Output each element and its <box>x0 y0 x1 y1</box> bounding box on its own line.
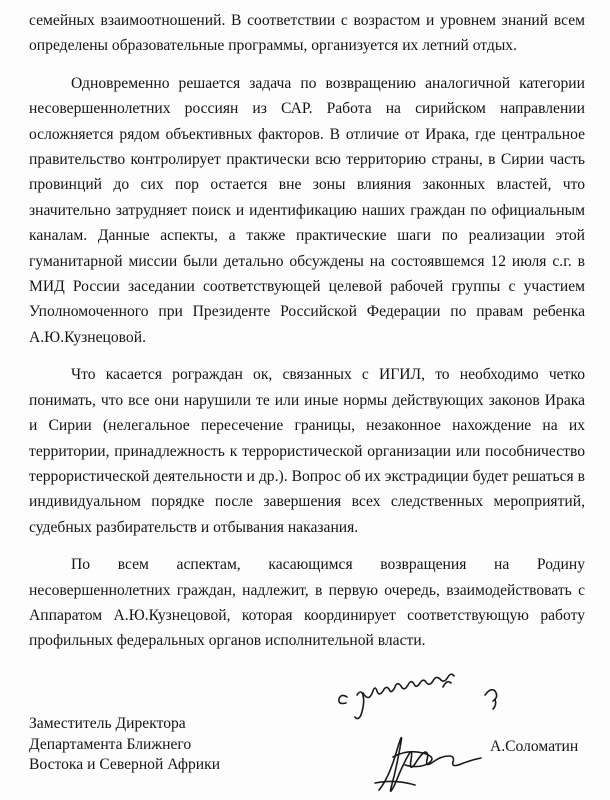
position-line: Департамента Ближнего <box>29 735 192 753</box>
paragraph-cooperation: По всем аспектам, касающимся возвращения на Родину несовершеннолетних граждан, надлежит, в первую очередь, взаимодействовать с Аппаратом А.Ю.Кузнецовой, которая координирует соответствующую работу профильных федеральных органов исполнительной власти. <box>29 556 585 650</box>
letter-body <box>29 8 585 666</box>
paragraph-isis: Что касается рограждан ок, связанных с ИГИЛ, то необходимо четко понимать, что все они нарушили те или иные нормы действующих законов Ирака и Сирии (нелегальное пересечение границы, незаконное нахождение на их территории, принадлежность к террористической организации или пособничество террористической деятельности и др.). Вопрос об их экстрадиции будет решаться в индивидуальном порядке после завершения всех следственных мероприятий, судебных разбирательств и отбывания наказания. <box>29 366 585 536</box>
position-line: Востока и Северной Африки <box>29 756 221 773</box>
handwritten-signature <box>335 665 515 800</box>
signatory-position <box>29 714 220 776</box>
paragraph-continuation: семейных взаимоотношений. В соответствии с возрастом и уровнем знаний всем определены образовательные программы, организуется их летний отдых. <box>29 12 585 55</box>
paragraph-syria: Одновременно решается задача по возвращению аналогичной категории несовершеннолетних россиян из САР. Работа на сирийском направлении осложняется рядом объективных факторов. В отличие от Ирака, где центральное правительство контролирует практически всю территорию страны, в Сирии часть провинций до сих пор остается вне зоны влияния законных властей, что значительно затрудняет поиск и идентификацию наших граждан по официальным каналам. Данные аспекты, а также практические шаги по реализации этой гуманитарной миссии были детально обсуждены на состоявшемся 12 июля с.г. в МИД России заседании соответствующей целевой рабочей группы с участием Уполномоченного при Президенте Российской Федерации по правам ребенка А.Ю.Кузнецовой. <box>29 74 585 346</box>
position-line: Заместитель Директора <box>29 715 186 732</box>
signer-name: А.Соломатин <box>490 738 579 755</box>
